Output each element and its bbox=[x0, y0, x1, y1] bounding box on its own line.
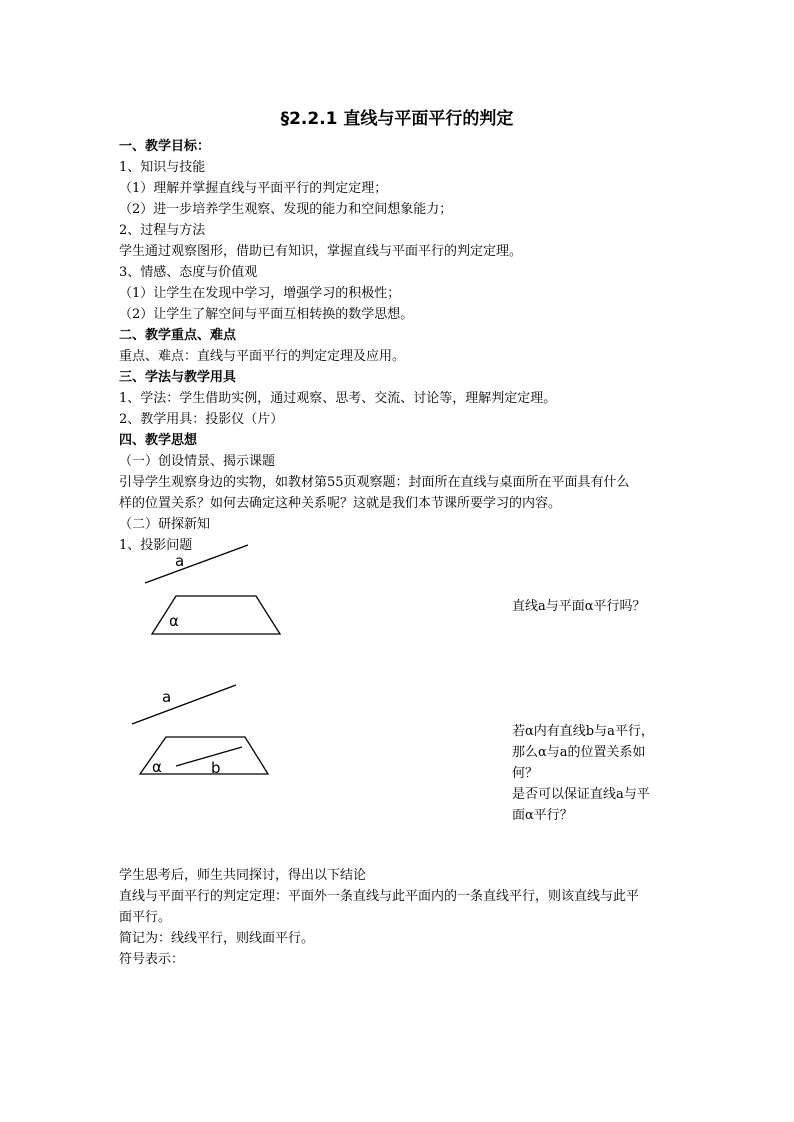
body-line: 1、投影问题 bbox=[119, 538, 193, 553]
body-line: 样的位置关系？如何去确定这种关系呢？这就是我们本节课所要学习的内容。 bbox=[119, 496, 562, 511]
figure1-question: 直线a与平面α平行吗？ bbox=[512, 599, 646, 614]
conclusion-line: 学生思考后，师生共同探讨，得出以下结论 bbox=[119, 868, 367, 883]
symbolic-notation-label: 符号表示： bbox=[119, 952, 185, 967]
body-line: （二）研探新知 bbox=[119, 517, 211, 532]
body-line: （1）让学生在发现中学习，增强学习的积极性； bbox=[119, 286, 401, 301]
body-line: 引导学生观察身边的实物，如教材第55页观察题：封面所在直线与桌面所在平面具有什么 bbox=[119, 475, 630, 490]
line-b bbox=[176, 747, 242, 766]
heading-objectives: 一、教学目标： bbox=[119, 139, 211, 154]
theorem-statement: 直线与平面平行的判定定理：平面外一条直线与此平面内的一条直线平行，则该直线与此平 bbox=[119, 889, 640, 904]
heading-teaching-ideas: 四、教学思想 bbox=[119, 433, 198, 448]
line-a-label: a bbox=[175, 552, 185, 570]
theorem-statement-continued: 面平行。 bbox=[119, 910, 172, 925]
figure2-question-line: 面α平行？ bbox=[512, 808, 573, 823]
plane-alpha-label: α bbox=[169, 612, 179, 630]
page-title: §2.2.1 直线与平面平行的判定 bbox=[280, 109, 514, 129]
body-line: 2、过程与方法 bbox=[119, 223, 206, 238]
body-line: 重点、难点：直线与平面平行的判定定理及应用。 bbox=[119, 349, 406, 364]
line-a bbox=[132, 685, 236, 724]
body-line: （1）理解并掌握直线与平面平行的判定定理； bbox=[119, 181, 388, 196]
body-line: （一）创设情景、揭示课题 bbox=[119, 454, 276, 469]
body-line: 1、知识与技能 bbox=[119, 160, 206, 175]
theorem-summary: 简记为：线线平行，则线面平行。 bbox=[119, 931, 315, 946]
figure2-question-line: 何？ bbox=[512, 766, 539, 781]
line-b-label: b bbox=[211, 759, 221, 777]
body-line: 3、情感、态度与价值观 bbox=[119, 265, 258, 280]
heading-key-points: 二、教学重点、难点 bbox=[119, 328, 237, 343]
body-line: 2、教学用具：投影仪（片） bbox=[119, 412, 284, 427]
plane-alpha-label: α bbox=[152, 758, 162, 776]
figure2-question-line: 那么α与a的位置关系如 bbox=[512, 745, 646, 760]
figure2-question-line: 若α内有直线b与a平行， bbox=[512, 724, 654, 739]
heading-methods-tools: 三、学法与教学用具 bbox=[119, 370, 237, 385]
body-line: （2）让学生了解空间与平面互相转换的数学思想。 bbox=[119, 307, 414, 322]
body-line: （2）进一步培养学生观察、发现的能力和空间想象能力； bbox=[119, 202, 453, 217]
line-a-label: a bbox=[162, 688, 172, 706]
body-line: 1、学法：学生借助实例，通过观察、思考、交流、讨论等，理解判定定理。 bbox=[119, 391, 557, 406]
figure2-question-line: 是否可以保证直线a与平 bbox=[512, 787, 650, 802]
body-line: 学生通过观察图形，借助已有知识，掌握直线与平面平行的判定定理。 bbox=[119, 244, 523, 259]
